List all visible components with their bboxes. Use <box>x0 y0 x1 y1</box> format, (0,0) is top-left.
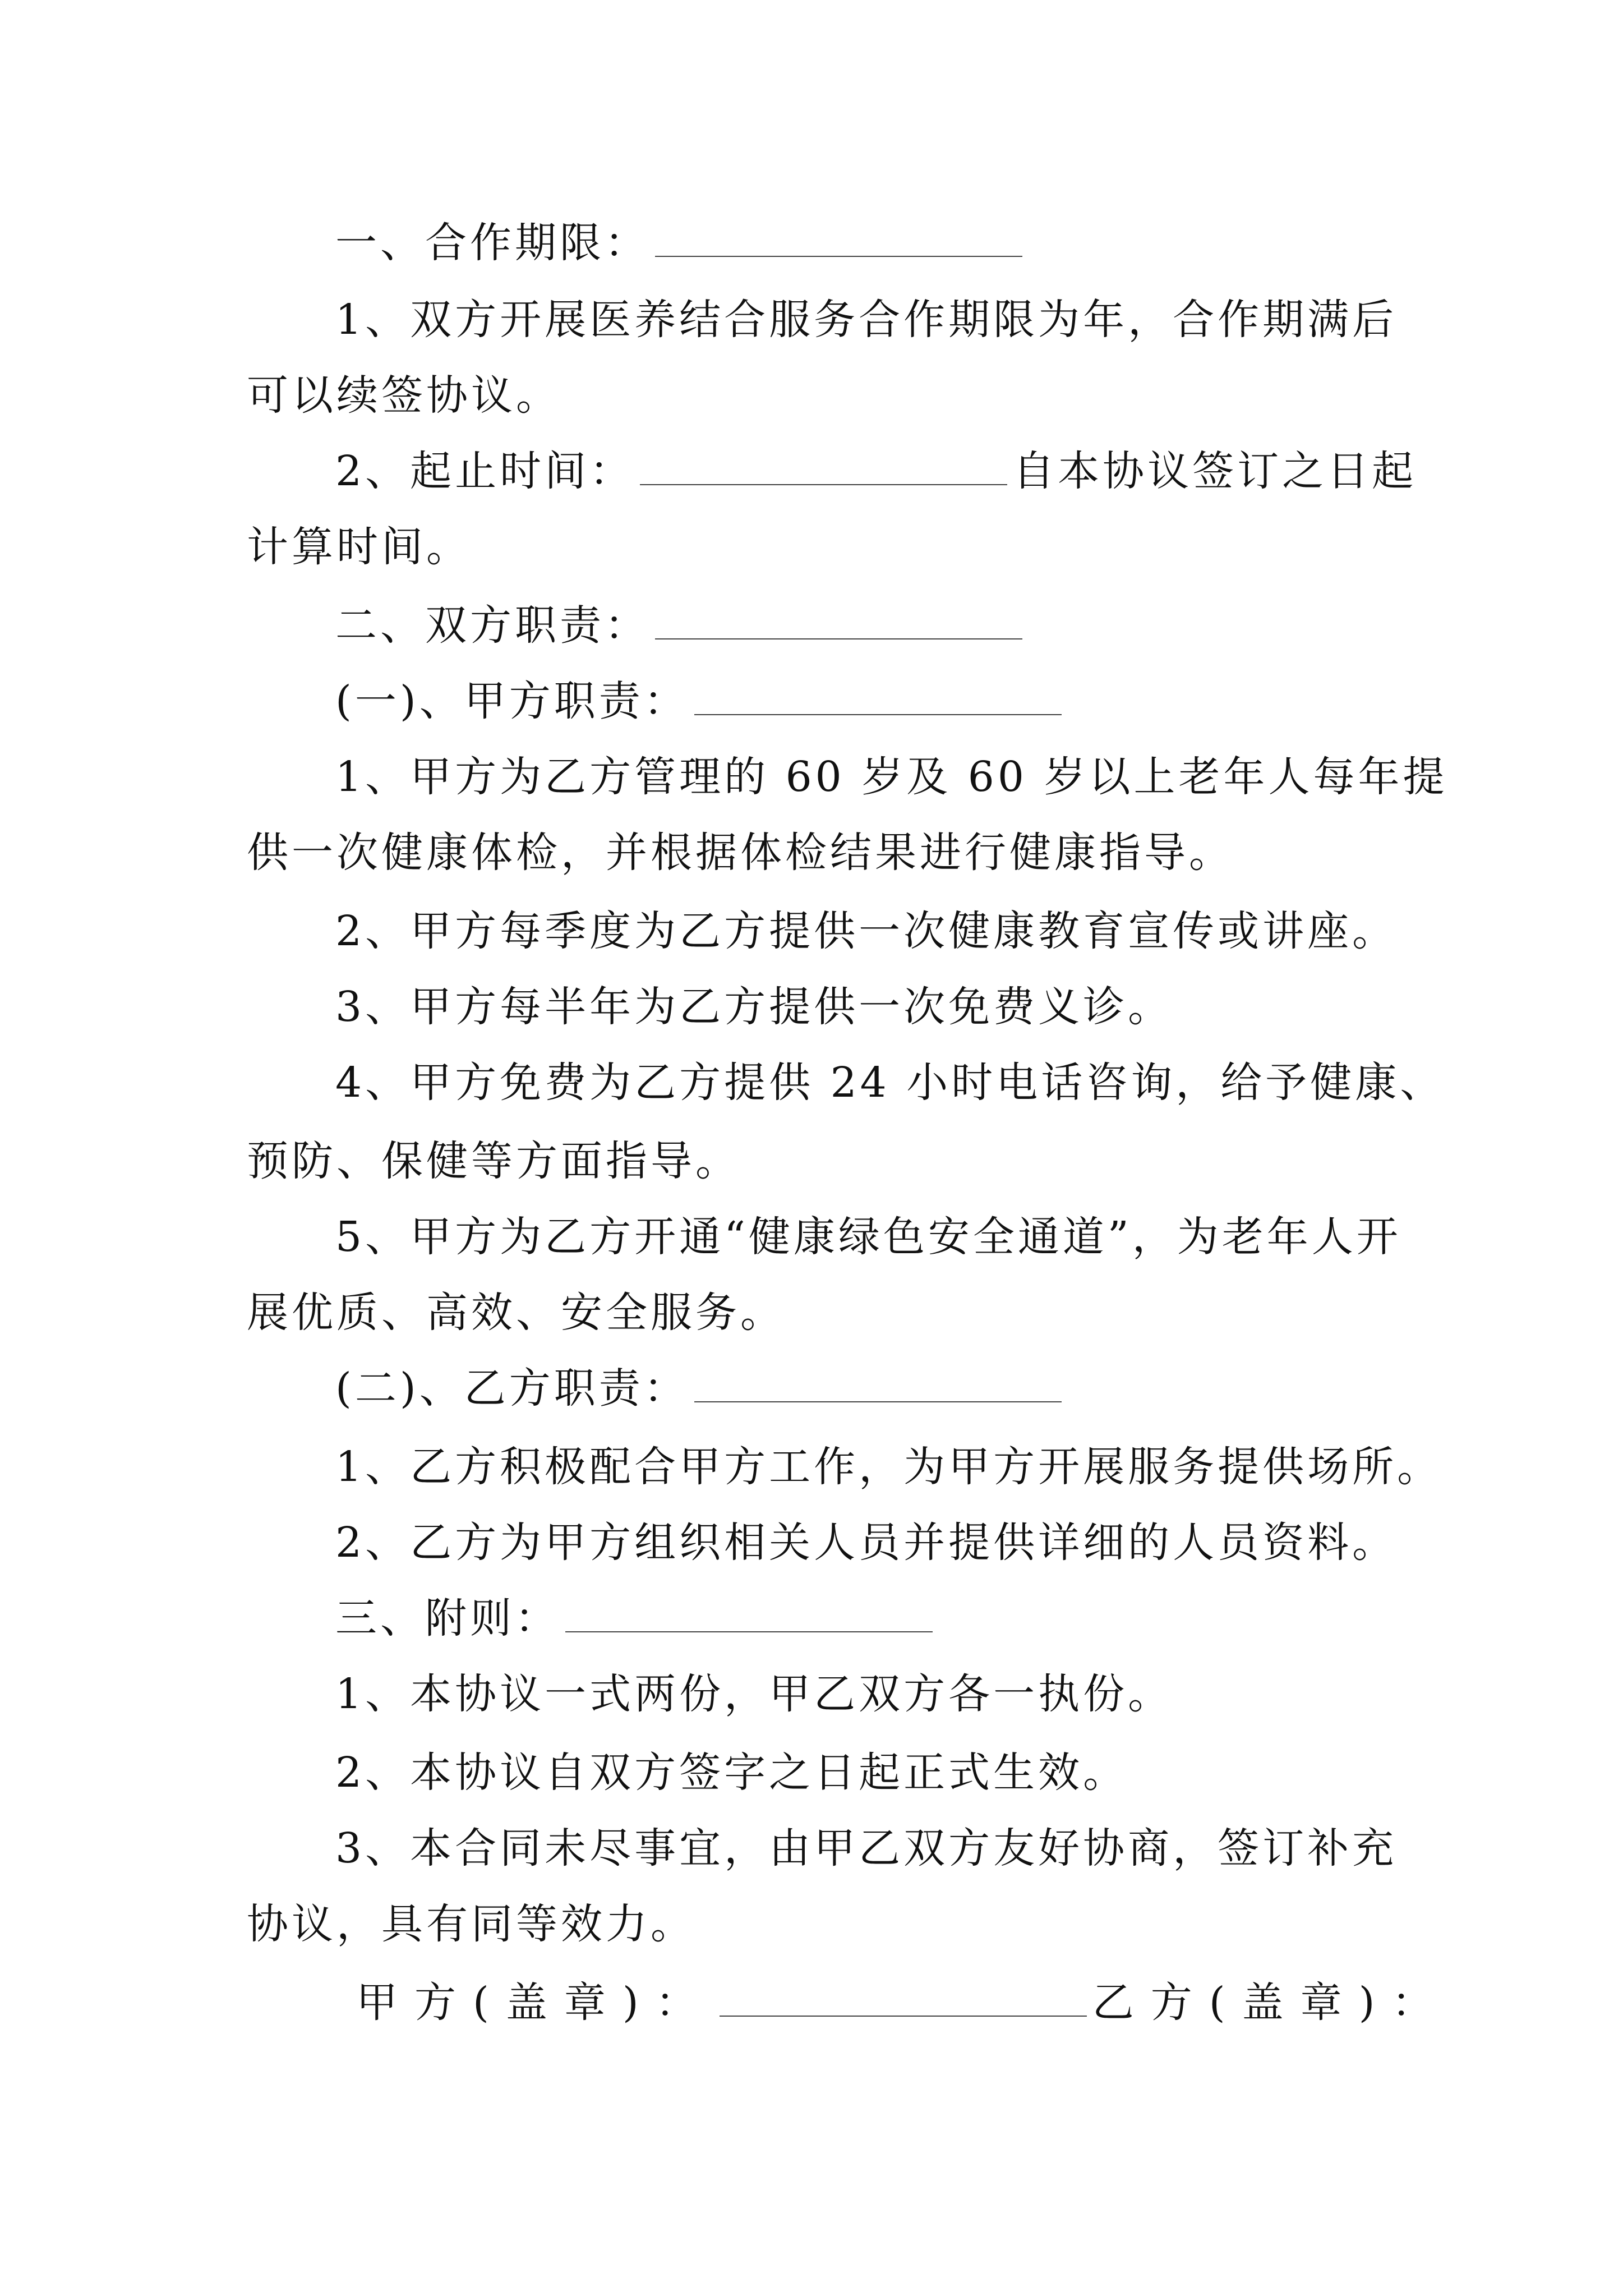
misc-item-2: 2、本协议自双方签字之日起正式生效。 <box>335 1749 1128 1797</box>
party-a-item-1-line-2: 供一次健康体检，并根据体检结果进行健康指导。 <box>247 829 1234 877</box>
party-a-item-2: 2、甲方每季度为乙方提供一次健康教育宣传或讲座。 <box>335 907 1398 955</box>
party-b-item-1: 1、乙方积极配合甲方工作，为甲方开展服务提供场所。 <box>335 1443 1442 1491</box>
term-heading-blank <box>655 256 1022 257</box>
party-b-seal-label: 乙方(盖章)： <box>1092 1978 1450 2027</box>
party-b-duties-heading-text: (二)、乙方职责： <box>335 1364 689 1412</box>
term-dates-blank <box>640 484 1007 485</box>
term-item-1-line-1: 1、双方开展医养结合服务合作期限为年，合作期满后 <box>335 296 1398 344</box>
section-term-heading <box>335 212 1028 274</box>
section-misc-heading-text: 三、附则： <box>335 1594 560 1642</box>
misc-item-3-line-2: 协议，具有同等效力。 <box>247 1900 695 1948</box>
party-a-item-3: 3、甲方每半年为乙方提供一次免费义诊。 <box>335 983 1173 1031</box>
section-term-heading-text: 一、合作期限： <box>335 219 649 267</box>
section-duties-heading <box>335 595 1028 656</box>
section-misc-heading <box>335 1588 938 1649</box>
duties-heading-blank <box>655 638 1022 639</box>
party-a-item-5-line-2: 展优质、高效、安全服务。 <box>247 1289 785 1337</box>
party-b-heading-blank <box>694 1401 1062 1402</box>
party-a-item-5-line-1: 5、甲方为乙方开通“健康绿色安全通道”，为老年人开 <box>335 1213 1401 1261</box>
term-item-2-line-2: 计算时间。 <box>247 523 471 571</box>
party-a-heading-blank <box>694 714 1062 715</box>
term-item-1-line-2: 可以续签协议。 <box>247 371 561 420</box>
section-duties-heading-text: 二、双方职责： <box>335 601 649 650</box>
party-b-duties-heading <box>335 1358 1067 1419</box>
party-a-duties-heading <box>335 670 1067 732</box>
party-a-item-4-line-2: 预防、保健等方面指导。 <box>247 1137 740 1185</box>
party-b-item-2: 2、乙方为甲方组织相关人员并提供详细的人员资料。 <box>335 1519 1398 1567</box>
party-a-seal-blank <box>720 2016 1087 2017</box>
signature-row <box>356 1972 1450 2033</box>
party-a-seal-label: 甲方(盖章)： <box>356 1978 714 2027</box>
term-item-2-label: 2、起止时间： <box>335 447 635 495</box>
misc-item-3-line-1: 3、本合同未尽事宜，由甲乙双方友好协商，签订补充 <box>335 1824 1398 1872</box>
party-a-duties-heading-text: (一)、甲方职责： <box>335 677 689 725</box>
term-item-2-line-1 <box>335 440 1417 502</box>
misc-item-1: 1、本协议一式两份，甲乙双方各一执份。 <box>335 1670 1173 1718</box>
term-item-2-tail: 自本协议签订之日起 <box>1013 447 1417 495</box>
misc-heading-blank <box>565 1631 933 1632</box>
party-a-item-1-line-1: 1、甲方为乙方管理的 60 岁及 60 岁以上老年人每年提 <box>335 753 1448 801</box>
party-a-item-4-line-1: 4、甲方免费为乙方提供 24 小时电话咨询，给予健康、 <box>335 1059 1445 1107</box>
